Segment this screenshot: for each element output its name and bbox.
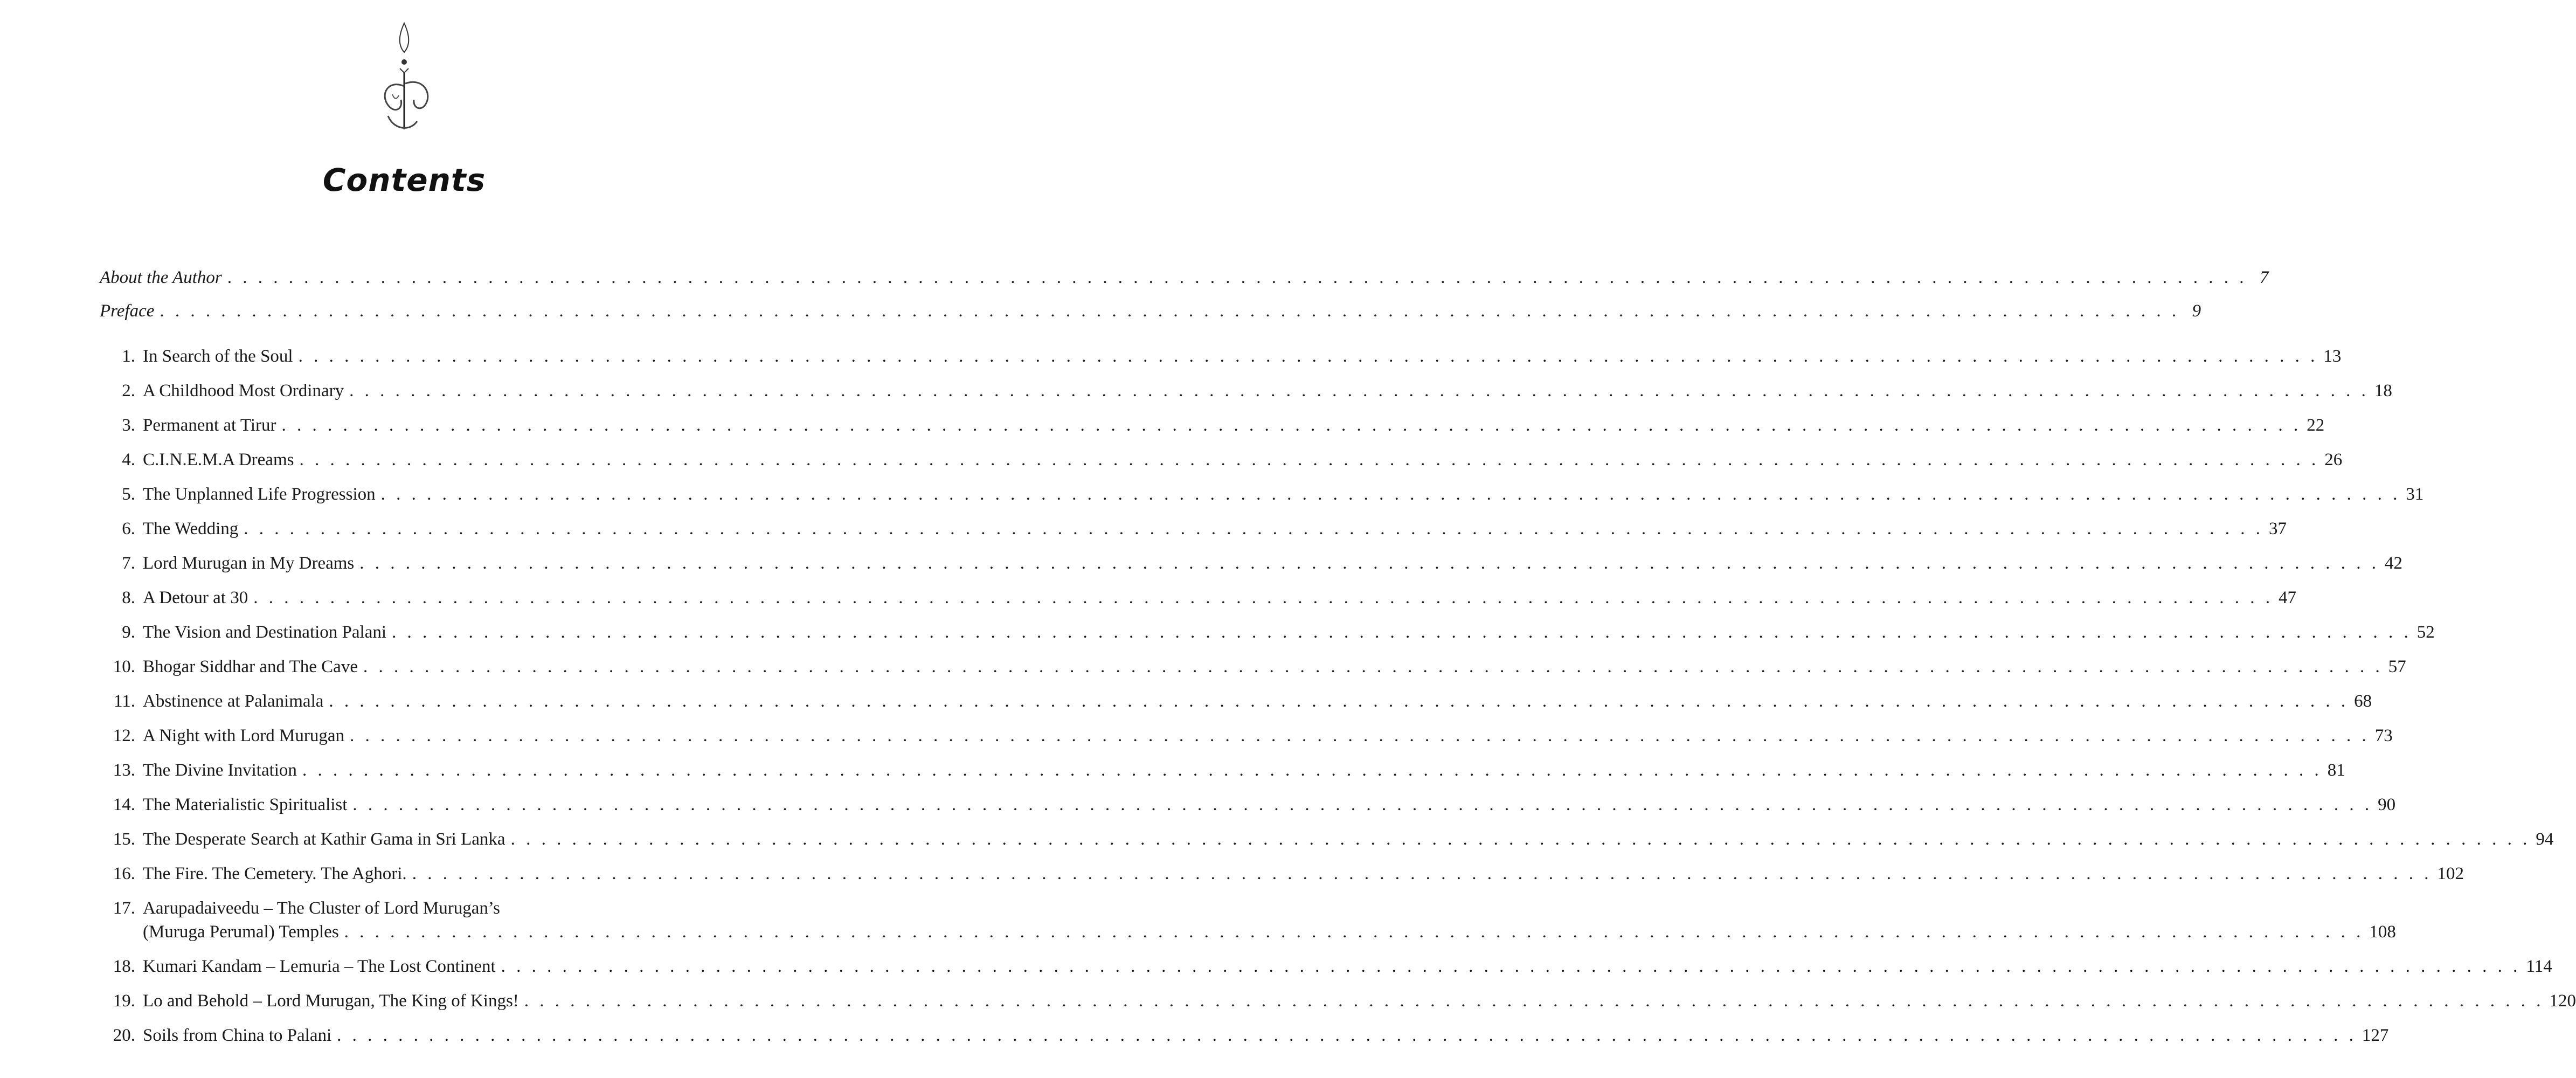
dot-leader [344, 921, 2364, 943]
dot-leader [363, 656, 2383, 678]
toc-entry-chapter-11[interactable] [100, 690, 2372, 712]
toc-entry-chapter-5[interactable] [100, 483, 2424, 505]
chapter-number: 20. [113, 1026, 135, 1045]
dot-leader [281, 414, 2301, 436]
dot-leader [329, 690, 2349, 712]
dot-leader [511, 828, 2531, 850]
chapter-number: 7. [122, 554, 135, 573]
chapter-title: Soils from China to Palani [143, 1026, 332, 1045]
chapter-number: 9. [122, 623, 135, 642]
dot-leader [359, 552, 2379, 574]
chapter-title: A Detour at 30 [143, 588, 248, 607]
chapter-page: 57 [2388, 657, 2406, 676]
chapter-number: 13. [113, 761, 135, 780]
toc-entry-title: About the Author [100, 268, 222, 287]
toc-entry-chapter-1[interactable] [100, 345, 2342, 367]
dot-leader [253, 587, 2273, 609]
chapter-title: Bhogar Siddhar and The Cave [143, 657, 358, 676]
toc-entry-chapter-14[interactable] [100, 794, 2396, 816]
dot-leader [337, 1025, 2357, 1046]
chapter-title: Abstinence at Palanimala [143, 692, 324, 711]
chapter-title-block [143, 897, 2396, 943]
toc-entry-chapter-10[interactable] [100, 656, 2406, 678]
dot-leader [350, 725, 2370, 747]
chapter-page: 90 [2378, 795, 2396, 814]
chapter-page: 13 [2323, 347, 2342, 366]
dot-leader [381, 483, 2401, 505]
chapter-number: 12. [113, 726, 135, 745]
chapter-page: 73 [2374, 726, 2393, 745]
toc-entry-chapter-17[interactable] [100, 897, 2396, 943]
dot-leader [299, 345, 2318, 367]
toc-entry-chapter-15[interactable] [100, 828, 2554, 850]
chapter-page: 18 [2374, 381, 2392, 400]
chapter-number: 15. [113, 830, 135, 849]
chapter-number: 17. [113, 899, 135, 918]
dot-leader [352, 794, 2372, 816]
dot-leader [302, 759, 2322, 781]
page-title: Contents [322, 162, 486, 198]
chapter-number: 11. [113, 692, 135, 711]
chapter-title: The Divine Invitation [143, 761, 297, 780]
chapter-number: 8. [122, 588, 135, 607]
chapter-title-line-2-row [143, 921, 2396, 943]
chapter-title: The Fire. The Cemetery. The Aghori. [143, 864, 407, 883]
om-ornament-icon [372, 19, 437, 137]
chapter-title: A Childhood Most Ordinary [143, 381, 344, 400]
dot-leader [299, 449, 2319, 471]
chapter-title: The Wedding [143, 519, 239, 538]
chapter-page: 114 [2526, 957, 2552, 976]
chapter-page: 102 [2437, 864, 2464, 883]
chapter-title-line-2: (Muruga Perumal) Temples [143, 922, 339, 942]
toc-entry-chapter-20[interactable] [100, 1025, 2389, 1046]
chapter-page: 37 [2269, 519, 2287, 538]
chapter-number: 4. [122, 450, 135, 469]
toc-entry-chapter-9[interactable] [100, 621, 2435, 643]
chapter-number: 10. [113, 657, 135, 676]
chapter-page: 26 [2324, 450, 2343, 469]
chapter-title: A Night with Lord Murugan [143, 726, 344, 745]
toc-entry-chapter-6[interactable] [100, 518, 2287, 540]
chapter-number: 1. [122, 347, 135, 366]
dot-leader [392, 621, 2412, 643]
chapter-title: Permanent at Tirur [143, 416, 276, 435]
chapter-page: 22 [2307, 416, 2325, 435]
chapter-title: The Vision and Destination Palani [143, 623, 387, 642]
toc-entry-chapter-7[interactable] [100, 552, 2403, 574]
toc-entry-chapter-3[interactable] [100, 414, 2325, 436]
chapter-title: Lo and Behold – Lord Murugan, The King of Kings! [143, 991, 519, 1011]
chapter-number: 2. [122, 381, 135, 400]
chapter-title: In Search of the Soul [143, 347, 293, 366]
toc-entry-title: Preface [100, 301, 155, 321]
toc-entry-page: 9 [2192, 301, 2201, 321]
toc-entry-chapter-4[interactable] [100, 449, 2343, 471]
chapter-number: 16. [113, 864, 135, 883]
chapter-title: The Desperate Search at Kathir Gama in Sri Lanka [143, 830, 505, 849]
table-of-contents [100, 267, 2576, 1046]
chapter-number: 14. [113, 795, 135, 814]
toc-entry-chapter-12[interactable] [100, 725, 2393, 747]
dot-leader [160, 300, 2179, 322]
chapter-number: 18. [113, 957, 135, 976]
chapter-title: The Materialistic Spiritualist [143, 795, 348, 814]
chapter-number: 19. [113, 991, 135, 1011]
chapter-page: 94 [2536, 830, 2554, 849]
dot-leader [244, 518, 2263, 540]
toc-entry-preface[interactable] [100, 300, 2201, 322]
chapter-title: The Unplanned Life Progression [143, 485, 376, 504]
chapter-page: 68 [2354, 692, 2372, 711]
chapter-page: 47 [2278, 588, 2296, 607]
chapter-title: Lord Murugan in My Dreams [143, 554, 355, 573]
dot-leader [227, 267, 2247, 288]
chapter-page: 108 [2369, 922, 2396, 942]
toc-entry-page: 7 [2259, 268, 2269, 287]
chapter-title: C.I.N.E.M.A Dreams [143, 450, 294, 469]
chapter-title-line-1: Aarupadaiveedu – The Cluster of Lord Murugan’s [143, 899, 500, 918]
toc-entry-chapter-13[interactable] [100, 759, 2345, 781]
chapter-title: Kumari Kandam – Lemuria – The Lost Continent [143, 957, 496, 976]
toc-entry-chapter-8[interactable] [100, 587, 2296, 609]
toc-entry-chapter-18[interactable] [100, 956, 2552, 977]
toc-entry-about-the-author[interactable] [100, 267, 2269, 288]
chapter-page: 127 [2362, 1026, 2389, 1045]
toc-entry-chapter-2[interactable] [100, 380, 2392, 402]
chapter-number: 3. [122, 416, 135, 435]
chapter-page: 31 [2406, 485, 2424, 504]
toc-entry-chapter-16[interactable] [100, 863, 2464, 884]
dot-leader [349, 380, 2369, 402]
chapter-page: 52 [2416, 623, 2435, 642]
chapter-page: 81 [2327, 761, 2345, 780]
dot-leader [501, 956, 2521, 977]
chapter-page: 120 [2549, 991, 2576, 1011]
dot-leader [524, 990, 2544, 1012]
chapter-page: 42 [2385, 554, 2403, 573]
toc-entry-chapter-19[interactable] [100, 990, 2576, 1012]
dot-leader [412, 863, 2432, 884]
chapter-number: 6. [122, 519, 135, 538]
chapter-number: 5. [122, 485, 135, 504]
